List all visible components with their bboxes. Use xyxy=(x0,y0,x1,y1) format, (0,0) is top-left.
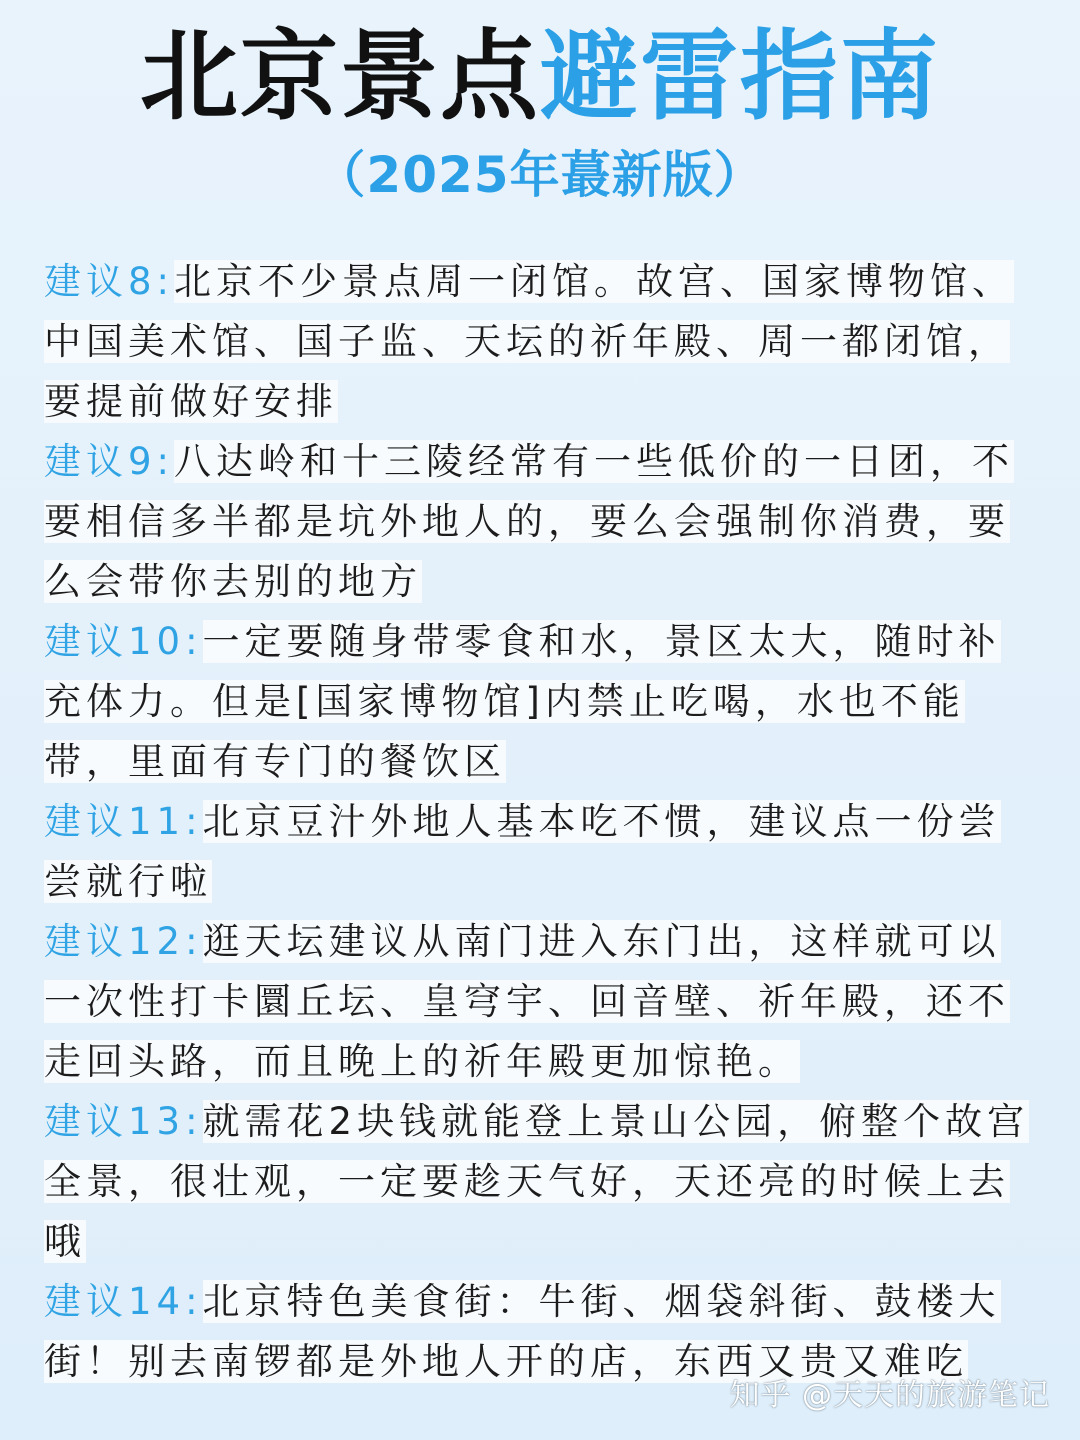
tip-label: 建议8: xyxy=(44,260,175,303)
tip-label: 建议11: xyxy=(44,800,203,843)
tip-10 xyxy=(44,612,1040,792)
tip-text: 北京特色美食街：牛街、烟袋斜街、鼓楼大街！别去南锣都是外地人开的店，东西又贵又难吃 xyxy=(44,1280,1001,1383)
tip-11 xyxy=(44,792,1040,912)
tip-text: 就需花2块钱就能登上景山公园，俯整个故宫全景，很壮观，一定要趁天气好，天还亮的时候上去哦 xyxy=(44,1100,1030,1263)
page-subtitle: （2025年蕞新版） xyxy=(315,146,765,204)
title-blue-part: 避雷指南 xyxy=(540,20,941,134)
tip-label: 建议14: xyxy=(44,1280,203,1323)
tip-text: 北京豆汁外地人基本吃不惯，建议点一份尝尝就行啦 xyxy=(44,800,1001,903)
tip-text: 一定要随身带零食和水，景区太大，随时补充体力。但是[国家博物馆]内禁止吃喝，水也不能带，里面有专门的餐饮区 xyxy=(44,620,1001,783)
tip-label: 建议9: xyxy=(44,440,175,483)
tip-label: 建议10: xyxy=(44,620,203,663)
tip-text: 逛天坛建议从南门进入东门出，这样就可以一次性打卡圜丘坛、皇穹宇、回音壁、祈年殿，还不走回头路，而且晚上的祈年殿更加惊艳。 xyxy=(44,920,1010,1083)
watermark: 知乎 @天天的旅游笔记 xyxy=(729,1378,1050,1413)
tip-label: 建议13: xyxy=(44,1100,203,1143)
tips-list xyxy=(44,252,1040,1392)
tip-text: 北京不少景点周一闭馆。故宫、国家博物馆、中国美术馆、国子监、天坛的祈年殿、周一都闭馆，要提前做好安排 xyxy=(44,260,1015,423)
tip-9 xyxy=(44,432,1040,612)
tip-13 xyxy=(44,1092,1040,1272)
page-title xyxy=(0,18,1080,136)
tip-label: 建议12: xyxy=(44,920,203,963)
tip-text: 八达岭和十三陵经常有一些低价的一日团，不要相信多半都是坑外地人的，要么会强制你消费，要么会带你去别的地方 xyxy=(44,440,1015,603)
tip-12 xyxy=(44,912,1040,1092)
title-dark-part: 北京景点 xyxy=(139,20,540,134)
header xyxy=(0,18,1080,208)
tip-8 xyxy=(44,252,1040,432)
